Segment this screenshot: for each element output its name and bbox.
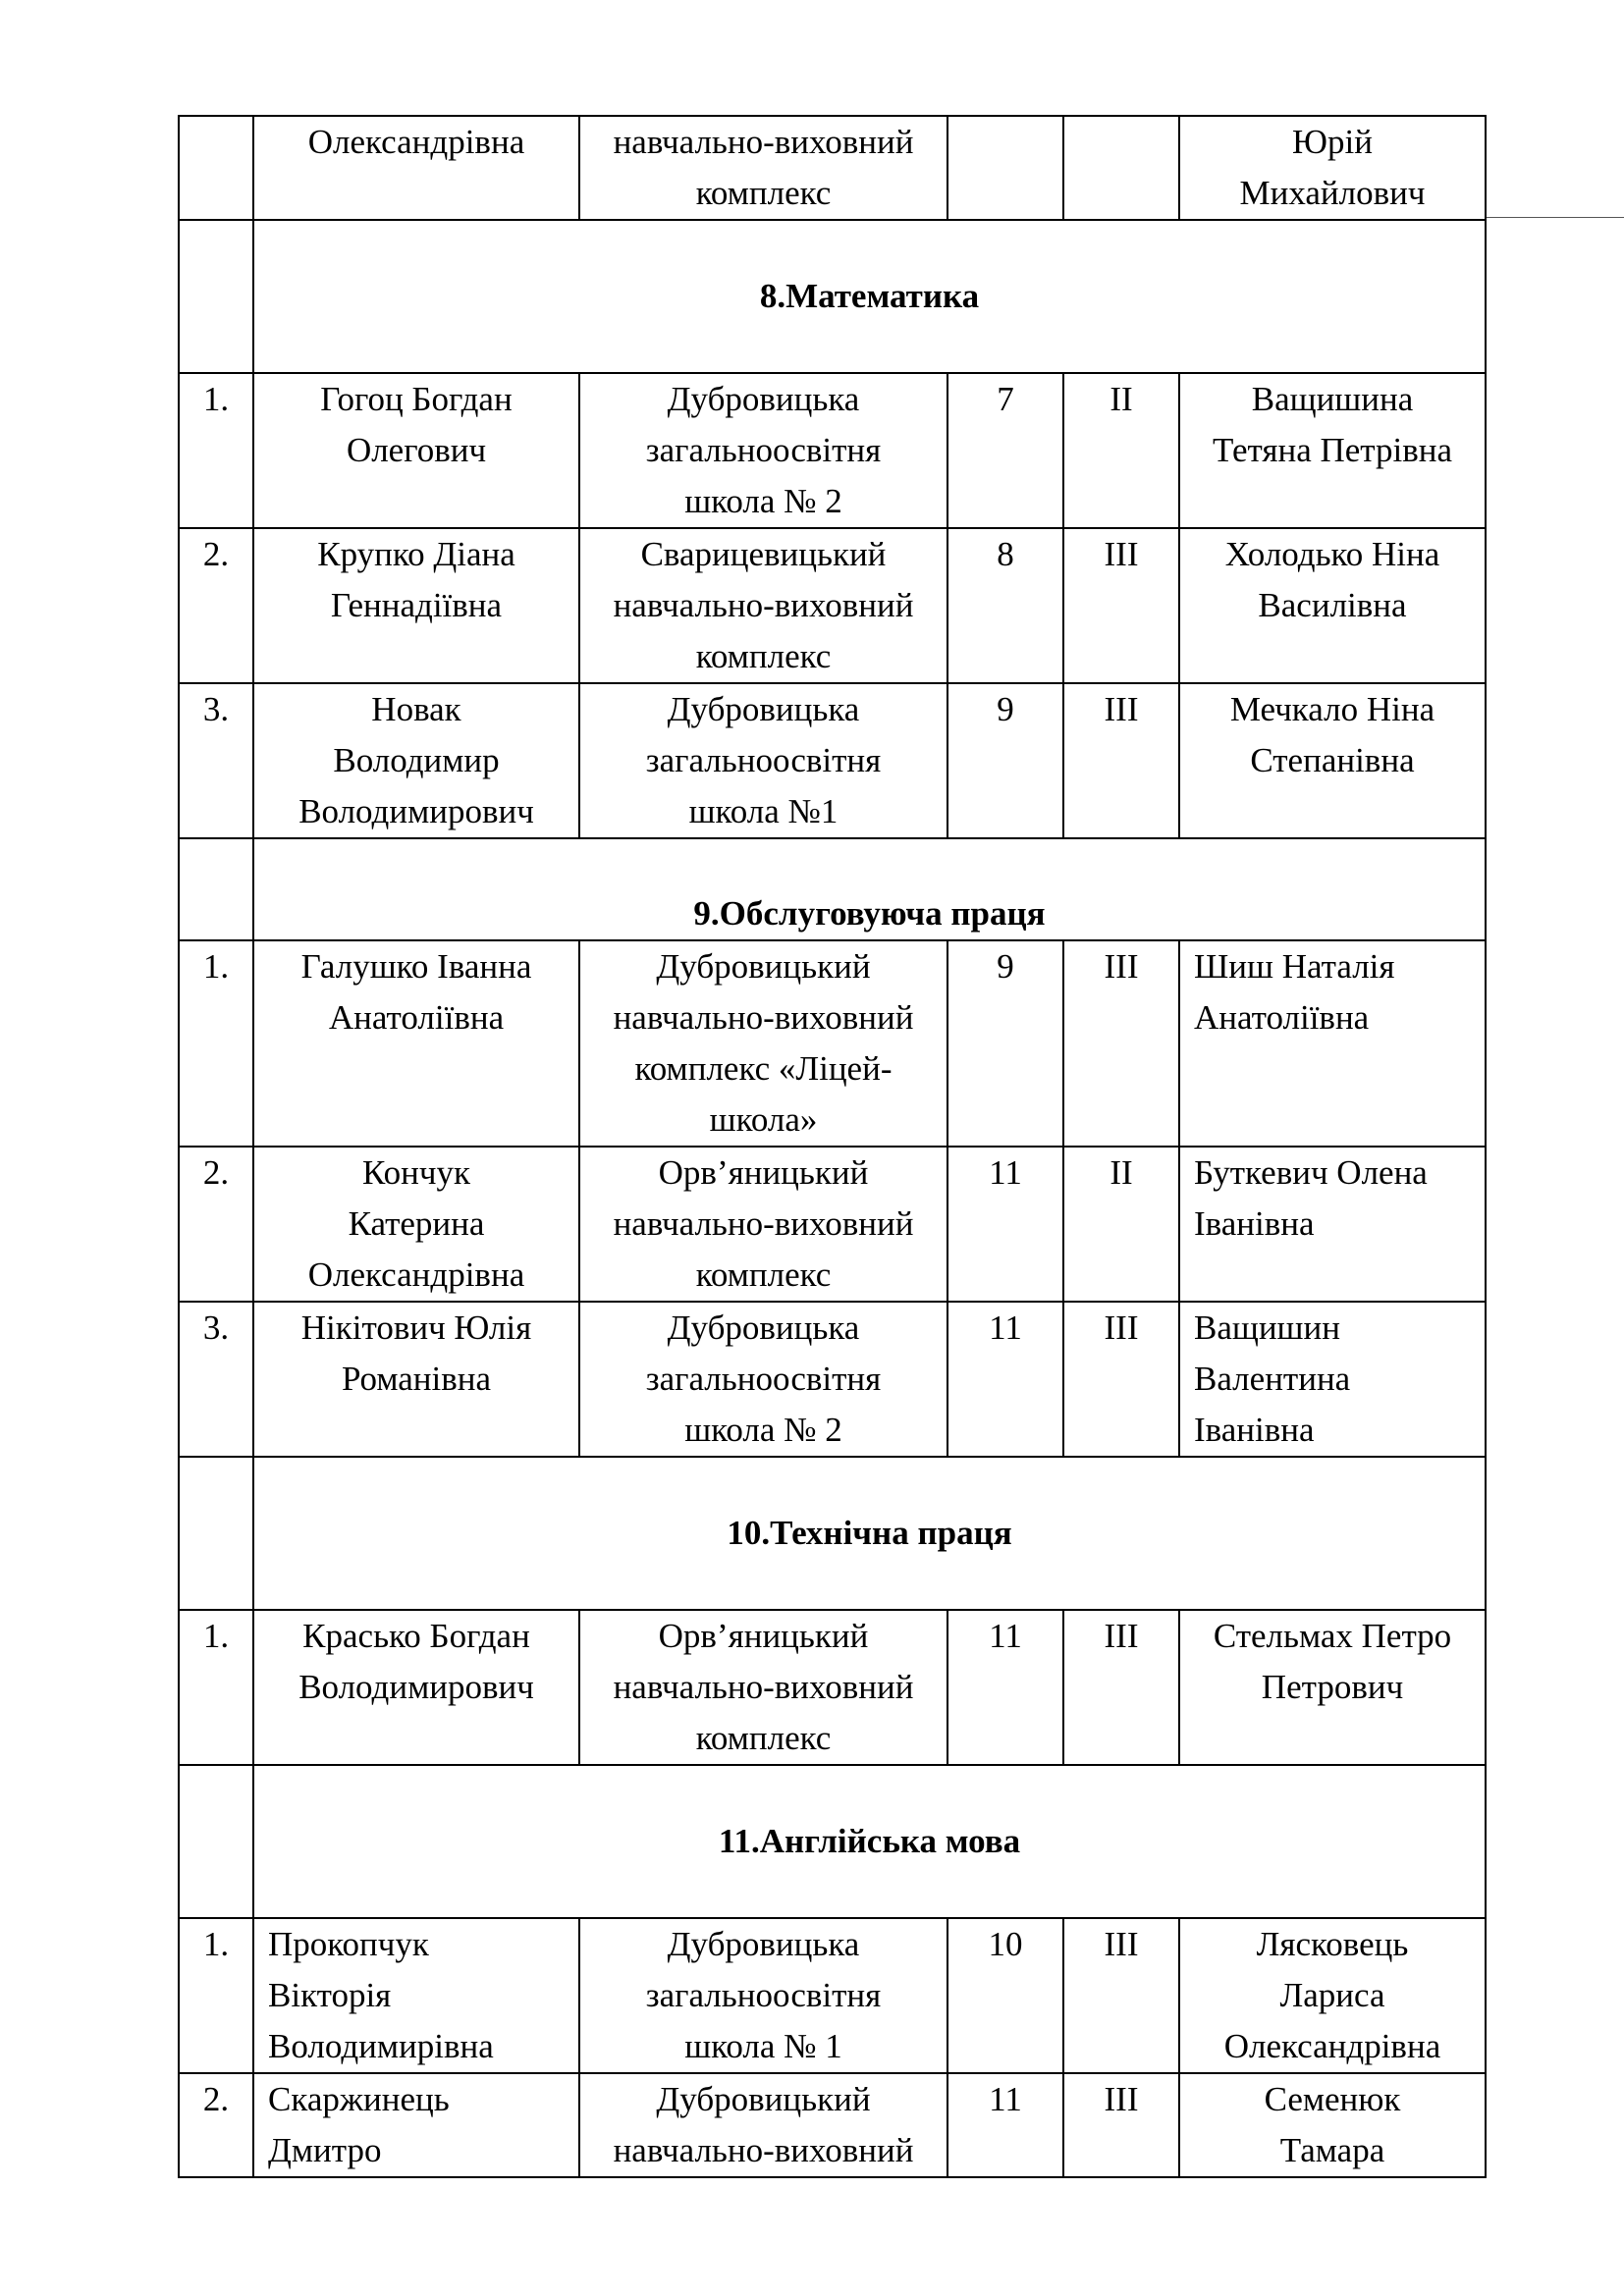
table-row bbox=[179, 1918, 1486, 2073]
student-name-cell-text: Кончук Катерина Олександрівна bbox=[307, 1153, 525, 1294]
teacher-cell-text: Мечкало Ніна Степанівна bbox=[1229, 690, 1435, 779]
grade-cell-text: 11 bbox=[989, 1617, 1022, 1655]
grade-cell-text: 7 bbox=[997, 380, 1014, 418]
place-cell bbox=[1063, 373, 1179, 528]
grade-cell-text: 9 bbox=[997, 690, 1014, 728]
place-cell bbox=[1063, 1302, 1179, 1457]
section-title: 8.Математика bbox=[253, 220, 1486, 373]
place-cell-text: ІІ bbox=[1110, 380, 1133, 418]
place-cell-text: ІІІ bbox=[1104, 947, 1139, 986]
school-cell-text: Орв’яницький навчально-виховний комплекс bbox=[613, 1617, 914, 1757]
section-number-cell bbox=[179, 220, 253, 373]
row-number-cell-text: 1. bbox=[202, 947, 230, 986]
school-cell-text: Сварицевицький навчально-виховний комплекс bbox=[613, 535, 914, 675]
teacher-cell-text: Ващишин Валентина Іванівна bbox=[1194, 1308, 1351, 1449]
grade-cell bbox=[947, 1610, 1063, 1765]
row-number-cell bbox=[179, 373, 253, 528]
table-row bbox=[179, 683, 1486, 838]
place-cell bbox=[1063, 683, 1179, 838]
place-cell-text: ІІІ bbox=[1104, 2080, 1139, 2118]
teacher-cell bbox=[1179, 1610, 1486, 1765]
table-row bbox=[179, 940, 1486, 1147]
section-number-cell bbox=[179, 838, 253, 940]
school-cell bbox=[579, 2073, 947, 2177]
student-name-cell bbox=[253, 1302, 579, 1457]
student-name-cell-text: Гогоц Богдан Олегович bbox=[320, 380, 513, 469]
teacher-cell bbox=[1179, 1147, 1486, 1302]
place-cell bbox=[1063, 528, 1179, 683]
student-name-cell bbox=[253, 683, 579, 838]
row-number-cell bbox=[179, 683, 253, 838]
row-number-cell bbox=[179, 1610, 253, 1765]
table-row bbox=[179, 116, 1486, 220]
school-cell bbox=[579, 1302, 947, 1457]
student-name-cell bbox=[253, 1918, 579, 2073]
grade-cell-text: 9 bbox=[997, 947, 1014, 986]
student-name-cell bbox=[253, 940, 579, 1147]
table-row bbox=[179, 1610, 1486, 1765]
row-number-cell bbox=[179, 1918, 253, 2073]
grade-cell bbox=[947, 373, 1063, 528]
row-number-cell bbox=[179, 1302, 253, 1457]
grade-cell bbox=[947, 940, 1063, 1147]
school-cell-text: Дубровицький навчально-виховний комплекс «Ліцей- школа» bbox=[613, 947, 914, 1139]
page-edge-line bbox=[1485, 217, 1624, 218]
place-cell bbox=[1063, 940, 1179, 1147]
row-number-cell-text: 1. bbox=[202, 380, 230, 418]
row-number-cell-text: 2. bbox=[202, 2080, 230, 2118]
teacher-cell bbox=[1179, 2073, 1486, 2177]
grade-cell bbox=[947, 116, 1063, 220]
teacher-cell-text: Стельмах Петро Петрович bbox=[1213, 1617, 1452, 1706]
student-name-cell-text: Скаржинець Дмитро bbox=[268, 2080, 450, 2169]
place-cell bbox=[1063, 116, 1179, 220]
row-number-cell-text: 2. bbox=[202, 1153, 230, 1192]
school-cell bbox=[579, 373, 947, 528]
school-cell-text: Дубровицька загальноосвітня школа № 2 bbox=[645, 380, 882, 520]
student-name-cell bbox=[253, 1610, 579, 1765]
teacher-cell bbox=[1179, 683, 1486, 838]
section-title: 11.Англійська мова bbox=[253, 1765, 1486, 1918]
section-number-cell bbox=[179, 1457, 253, 1610]
table-row bbox=[179, 1147, 1486, 1302]
student-name-cell-text: Крупко Діана Геннадіївна bbox=[317, 535, 515, 624]
section-number-cell bbox=[179, 1765, 253, 1918]
section-title: 10.Технічна праця bbox=[253, 1457, 1486, 1610]
grade-cell bbox=[947, 2073, 1063, 2177]
grade-cell-text: 11 bbox=[989, 1153, 1022, 1192]
results-table-body bbox=[179, 116, 1486, 2177]
teacher-cell-text: Холодько Ніна Василівна bbox=[1224, 535, 1440, 624]
grade-cell bbox=[947, 1302, 1063, 1457]
teacher-cell bbox=[1179, 373, 1486, 528]
row-number-cell-text: 1. bbox=[202, 1617, 230, 1655]
school-cell bbox=[579, 1610, 947, 1765]
student-name-cell: Олександрівна bbox=[253, 116, 579, 220]
teacher-cell: Юрій Михайлович bbox=[1179, 116, 1486, 220]
row-number-cell-text: 1. bbox=[202, 1925, 230, 1963]
school-cell-text: Орв’яницький навчально-виховний комплекс bbox=[613, 1153, 914, 1294]
table-row bbox=[179, 2073, 1486, 2177]
school-cell bbox=[579, 1918, 947, 2073]
section-header-row bbox=[179, 1765, 1486, 1918]
place-cell bbox=[1063, 1918, 1179, 2073]
row-number-cell-text: 3. bbox=[202, 690, 230, 728]
grade-cell bbox=[947, 528, 1063, 683]
student-name-cell-text: Галушко Іванна Анатоліївна bbox=[300, 947, 532, 1037]
place-cell-text: ІІ bbox=[1110, 1153, 1133, 1192]
teacher-cell bbox=[1179, 1918, 1486, 2073]
row-number-cell bbox=[179, 1147, 253, 1302]
student-name-cell bbox=[253, 373, 579, 528]
place-cell-text: ІІІ bbox=[1104, 1925, 1139, 1963]
student-name-cell-text: Красько Богдан Володимирович bbox=[298, 1617, 534, 1706]
grade-cell-text: 8 bbox=[997, 535, 1014, 573]
grade-cell bbox=[947, 1147, 1063, 1302]
student-name-cell-text: Нікітович Юлія Романівна bbox=[300, 1308, 532, 1398]
table-row bbox=[179, 1302, 1486, 1457]
teacher-cell bbox=[1179, 1302, 1486, 1457]
section-header-row bbox=[179, 838, 1486, 940]
student-name-cell-text: Прокопчук Вікторія Володимирівна bbox=[268, 1925, 494, 2065]
grade-cell-text: 10 bbox=[988, 1925, 1023, 1963]
section-header-row bbox=[179, 220, 1486, 373]
student-name-cell-text: Новак Володимир Володимирович bbox=[298, 690, 534, 830]
school-cell-text: Дубровицька загальноосвітня школа № 2 bbox=[645, 1308, 882, 1449]
school-cell-text: Дубровицький навчально-виховний bbox=[613, 2080, 914, 2169]
teacher-cell-text: Шиш Наталія Анатоліївна bbox=[1194, 947, 1395, 1037]
place-cell bbox=[1063, 1610, 1179, 1765]
row-number-cell bbox=[179, 940, 253, 1147]
school-cell: навчально-виховний комплекс bbox=[579, 116, 947, 220]
grade-cell bbox=[947, 1918, 1063, 2073]
row-number-cell-text: 3. bbox=[202, 1308, 230, 1347]
school-cell bbox=[579, 940, 947, 1147]
grade-cell-text: 11 bbox=[989, 1308, 1022, 1347]
row-number-cell bbox=[179, 528, 253, 683]
place-cell bbox=[1063, 2073, 1179, 2177]
row-number-cell-text: 2. bbox=[202, 535, 230, 573]
place-cell-text: ІІІ bbox=[1104, 1617, 1139, 1655]
teacher-cell bbox=[1179, 528, 1486, 683]
teacher-cell-text: Семенюк Тамара bbox=[1264, 2080, 1401, 2169]
section-header-row bbox=[179, 1457, 1486, 1610]
school-cell bbox=[579, 683, 947, 838]
teacher-cell-text: Ващишина Тетяна Петрівна bbox=[1212, 380, 1453, 469]
place-cell-text: ІІІ bbox=[1104, 1308, 1139, 1347]
student-name-cell bbox=[253, 528, 579, 683]
grade-cell bbox=[947, 683, 1063, 838]
place-cell-text: ІІІ bbox=[1104, 535, 1139, 573]
table-row bbox=[179, 528, 1486, 683]
place-cell-text: ІІІ bbox=[1104, 690, 1139, 728]
school-cell bbox=[579, 1147, 947, 1302]
place-cell bbox=[1063, 1147, 1179, 1302]
teacher-cell bbox=[1179, 940, 1486, 1147]
teacher-cell-text: Лясковець Лариса Олександрівна bbox=[1223, 1925, 1441, 2065]
grade-cell-text: 11 bbox=[989, 2080, 1022, 2118]
row-number-cell bbox=[179, 2073, 253, 2177]
school-cell-text: Дубровицька загальноосвітня школа №1 bbox=[645, 690, 882, 830]
student-name-cell bbox=[253, 2073, 579, 2177]
row-number-cell bbox=[179, 116, 253, 220]
results-table bbox=[178, 115, 1487, 2178]
school-cell bbox=[579, 528, 947, 683]
section-title: 9.Обслуговуюча праця bbox=[253, 838, 1486, 940]
teacher-cell-text: Буткевич Олена Іванівна bbox=[1194, 1153, 1428, 1243]
school-cell-text: Дубровицька загальноосвітня школа № 1 bbox=[645, 1925, 882, 2065]
student-name-cell bbox=[253, 1147, 579, 1302]
table-row bbox=[179, 373, 1486, 528]
